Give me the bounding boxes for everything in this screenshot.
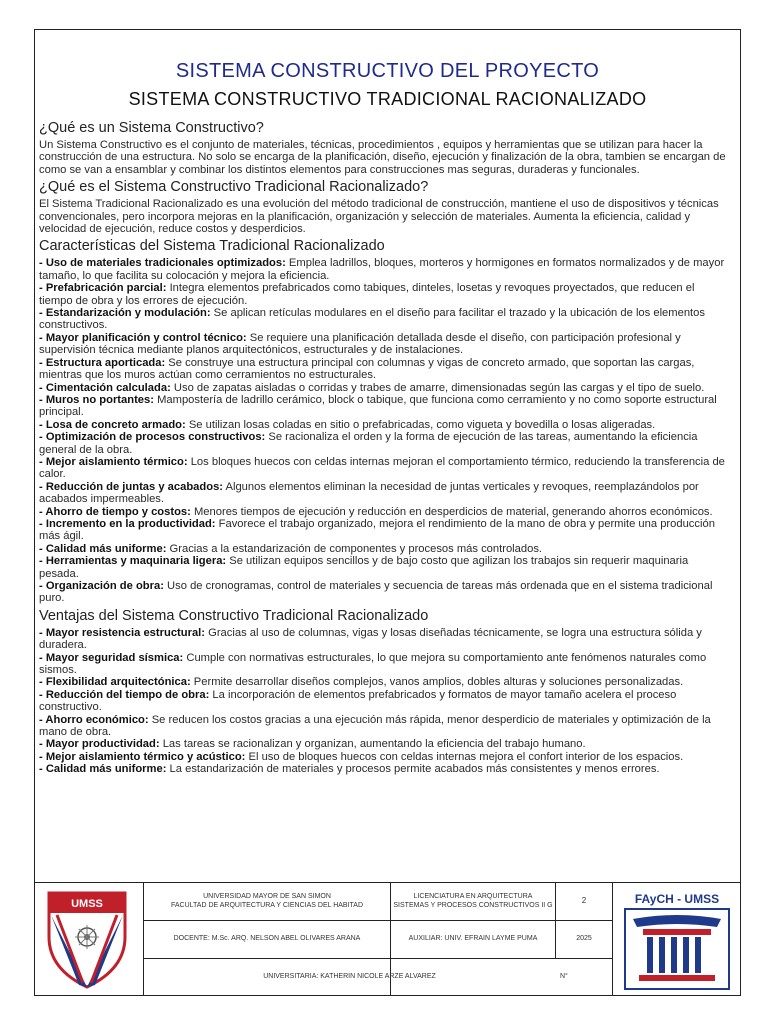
section-heading-characteristics: Características del Sistema Tradicional Racionalizado	[39, 238, 385, 255]
section-text-what-is-rationalized: El Sistema Tradicional Racionalizado es una evolución del método tradicional de construcción, mantiene el uso de dispositivos y técnicas convencionales, pero incorpora mejoras en la planificación, organización y selección de materiales. Aumenta la eficiencia, calidad y velocidad de ejecución, reduce costos y desperdicios.	[39, 198, 719, 236]
characteristic-item-term: - Incremento en la productividad:	[39, 517, 216, 530]
characteristic-item-text: Uso de zapatas aisladas o corridas y trabes de amarre, dimensionadas según las cargas y el tipo de suelo.	[170, 381, 705, 394]
advantage-item-text: Gracias al uso de columnas, vigas y losas diseñadas técnicamente, se logra una estructura sólida y duradera.	[39, 626, 702, 652]
advantage-item-text: La estandarización de materiales y procesos permite acabados más consistentes y menos errores.	[166, 763, 660, 776]
characteristic-item-term: - Reducción de juntas y acabados:	[39, 480, 224, 493]
university-name: UNIVERSIDAD MAYOR DE SAN SIMON	[203, 893, 331, 900]
title-block	[35, 882, 740, 996]
characteristic-item-text: Se utilizan equipos sencillos y de bajo costo que agilizan los trabajos sin requerir maquinaria pesada.	[39, 555, 689, 580]
advantage-item-text: La incorporación de elementos prefabricados y formatos de mayor tamaño acelera el proceso constructivo.	[39, 688, 677, 714]
year: 2025	[576, 935, 592, 943]
teacher-name: DOCENTE: M.Sc. ARQ. NELSON ABEL OLIVARES ARANA	[173, 935, 361, 943]
umss-shield-logo	[39, 887, 135, 992]
characteristic-item	[39, 555, 729, 580]
advantage-item-term: - Mayor productividad:	[39, 738, 160, 751]
subject-name: SISTEMAS Y PROCESOS CONSTRUCTIVOS II G	[393, 901, 553, 909]
characteristic-item-text: Emplea ladrillos, bloques, morteros y hormigones en formatos normalizados y de mayor tamaño, lo que facilita su colocación y mejora la eficiencia.	[39, 257, 725, 282]
career-name: LICENCIATURA EN ARQUITECTURA	[413, 893, 533, 900]
faych-logo	[617, 887, 737, 992]
characteristic-item	[39, 456, 729, 481]
content-area	[35, 30, 740, 882]
characteristic-item-text: Se construye una estructura principal con columnas y vigas de concreto armado, que soportan las cargas, mientras que los muros actúan como cerramientos no estructurales.	[39, 356, 695, 382]
characteristic-item	[39, 282, 729, 307]
number-label: N°	[560, 973, 568, 981]
document-title: SISTEMA CONSTRUCTIVO DEL PROYECTO	[175, 60, 600, 82]
advantage-item-term: - Mayor resistencia estructural:	[39, 626, 206, 639]
assistant-name: AUXILIAR: UNIV. EFRAIN LAYME PUMA	[408, 935, 538, 943]
characteristic-item-term: - Losa de concreto armado:	[39, 418, 186, 431]
advantage-item-text: Las tareas se racionalizan y organizan, aumentando la eficiencia del trabajo humano.	[159, 738, 586, 751]
characteristic-item-text: Uso de cronogramas, control de materiales y secuencia de tareas más ordenada que en el sistema tradicional puro.	[39, 580, 713, 605]
section-heading-advantages: Ventajas del Sistema Constructivo Tradicional Racionalizado	[39, 607, 429, 624]
characteristic-item-term: - Optimización de procesos constructivos:	[39, 431, 266, 444]
characteristic-item	[39, 506, 729, 518]
characteristic-item	[39, 518, 729, 543]
student-name: UNIVERSITARIA: KATHERIN NICOLE ARZE ALVAREZ	[263, 973, 436, 981]
characteristic-item-text: Favorece el trabajo organizado, mejora el rendimiento de la mano de obra y permite una producción más ágil.	[39, 517, 715, 543]
characteristic-item-term: - Estructura aporticada:	[39, 356, 166, 369]
characteristic-item-term: - Organización de obra:	[39, 580, 164, 592]
characteristic-item	[39, 307, 729, 332]
characteristic-item-text: Menores tiempos de ejecución y reducción en desperdicios de material, generando ahorros económicos.	[190, 505, 713, 518]
advantage-item-text: Cumple con normativas estructurales, lo que mejora su comportamiento ante fenómenos naturales como sismos.	[39, 651, 707, 677]
characteristic-item-text: Algunos elementos eliminan la necesidad de juntas verticales y revoques, reemplazándolos por acabados impermeables.	[39, 480, 699, 506]
document-subtitle: SISTEMA CONSTRUCTIVO TRADICIONAL RACIONALIZADO	[128, 89, 647, 109]
characteristic-item-term: - Estandarización y modulación:	[39, 307, 211, 320]
characteristic-item-text: Los bloques huecos con celdas internas mejoran el comportamiento térmico, reduciendo la transferencia de calor.	[39, 455, 725, 481]
characteristic-item	[39, 419, 729, 431]
characteristic-item-term: - Mejor aislamiento térmico:	[39, 455, 188, 468]
characteristic-item-text: Se aplican retículas modulares en el diseño para facilitar el trazado y la ubicación de los elementos constructivos.	[39, 307, 705, 332]
characteristic-item	[39, 580, 729, 605]
characteristic-item	[39, 394, 729, 419]
characteristic-item-text: Se requiere una planificación detallada desde el diseño, con participación profesional y supervisión técnica mediante planos arquitectónicos, estructurales y de instalaciones.	[39, 331, 681, 357]
advantage-item-text: Se reducen los costos gracias a una ejecución más rápida, menor desperdicio de materiales y optimización de la mano de obra.	[39, 713, 711, 739]
section-heading-what-is-system: ¿Qué es un Sistema Constructivo?	[39, 120, 264, 136]
faculty-name: FACULTAD DE ARQUITECTURA Y CIENCIAS DEL HABITAD	[170, 901, 364, 909]
characteristic-item	[39, 357, 729, 382]
logo-left-text: UMSS	[71, 898, 103, 910]
characteristic-item-term: - Uso de materiales tradicionales optimizados:	[39, 257, 286, 270]
advantages-list	[39, 627, 729, 776]
advantage-item-term: - Ahorro económico:	[39, 713, 149, 726]
document-sheet	[34, 29, 741, 996]
advantage-item	[39, 627, 729, 652]
advantage-item	[39, 714, 729, 739]
advantage-item-text: Permite desarrollar diseños complejos, vanos amplios, dobles alturas y soluciones personalizadas.	[190, 676, 684, 689]
advantage-item-term: - Reducción del tiempo de obra:	[39, 688, 210, 701]
advantage-item-term: - Flexibilidad arquitectónica:	[39, 676, 191, 689]
characteristic-item-term: - Mayor planificación y control técnico:	[39, 331, 247, 344]
characteristic-item-text: Integra elementos prefabricados como tabiques, dinteles, losetas y revoques proyectados, que reducen el tiempo de obra y los errores de ejecución.	[39, 282, 695, 307]
characteristic-item-text: Gracias a la estandarización de componentes y procesos más controlados.	[166, 542, 543, 555]
advantage-item	[39, 689, 729, 714]
characteristic-item-term: - Prefabricación parcial:	[39, 282, 167, 295]
characteristic-item	[39, 431, 729, 456]
characteristic-item-term: - Ahorro de tiempo y costos:	[39, 505, 191, 518]
characteristic-item-term: - Herramientas y maquinaria ligera:	[39, 555, 227, 568]
characteristic-item	[39, 332, 729, 357]
advantage-item-term: - Mayor seguridad sísmica:	[39, 651, 184, 664]
sheet-number: 2	[581, 896, 587, 906]
career-cell	[391, 883, 555, 920]
characteristic-item-text: Se racionaliza el orden y la forma de ejecución de las tareas, aumentando la eficiencia general de la obra.	[39, 431, 698, 456]
characteristic-item	[39, 257, 729, 282]
characteristic-item-text: Se utilizan losas coladas en sitio o prefabricadas, como vigueta y bovedilla o losas aligeradas.	[185, 418, 656, 431]
advantage-item-text: El uso de bloques huecos con celdas internas mejora el confort interior de los espacios.	[245, 750, 684, 763]
section-heading-what-is-rationalized: ¿Qué es el Sistema Constructivo Tradicional Racionalizado?	[39, 179, 429, 196]
advantage-item	[39, 652, 729, 677]
characteristic-item-text: Mampostería de ladrillo cerámico, block o tabique, que funciona como cerramiento y no como soporte estructural principal.	[39, 393, 717, 419]
advantage-item	[39, 751, 729, 763]
characteristic-item-term: - Muros no portantes:	[39, 393, 154, 406]
characteristic-item-term: - Calidad más uniforme:	[39, 542, 167, 555]
advantage-item-term: - Calidad más uniforme:	[39, 763, 167, 776]
section-text-what-is-system: Un Sistema Constructivo es el conjunto de materiales, técnicas, procedimientos , equipos y herramientas que se utilizan para hacer la construcción de una estructura. No solo se encarga de la planificación, diseño, ejecución y finalización de la obra, tambien se encargan de como se van a ensamblar y combinar los distintos elementos para construcciones mas seguras, duraderas y funcionales.	[39, 139, 726, 176]
university-cell	[144, 883, 390, 920]
characteristic-item	[39, 382, 729, 394]
logo-right-text: FAyCH - UMSS	[634, 892, 720, 906]
advantage-item-term: - Mejor aislamiento térmico y acústico:	[39, 750, 246, 763]
advantage-item	[39, 738, 729, 750]
characteristic-item	[39, 481, 729, 506]
advantage-item	[39, 676, 729, 688]
characteristics-list	[39, 257, 729, 604]
document-body	[39, 120, 729, 779]
advantage-item	[39, 763, 729, 775]
characteristic-item-term: - Cimentación calculada:	[39, 381, 171, 394]
characteristic-item	[39, 543, 729, 555]
